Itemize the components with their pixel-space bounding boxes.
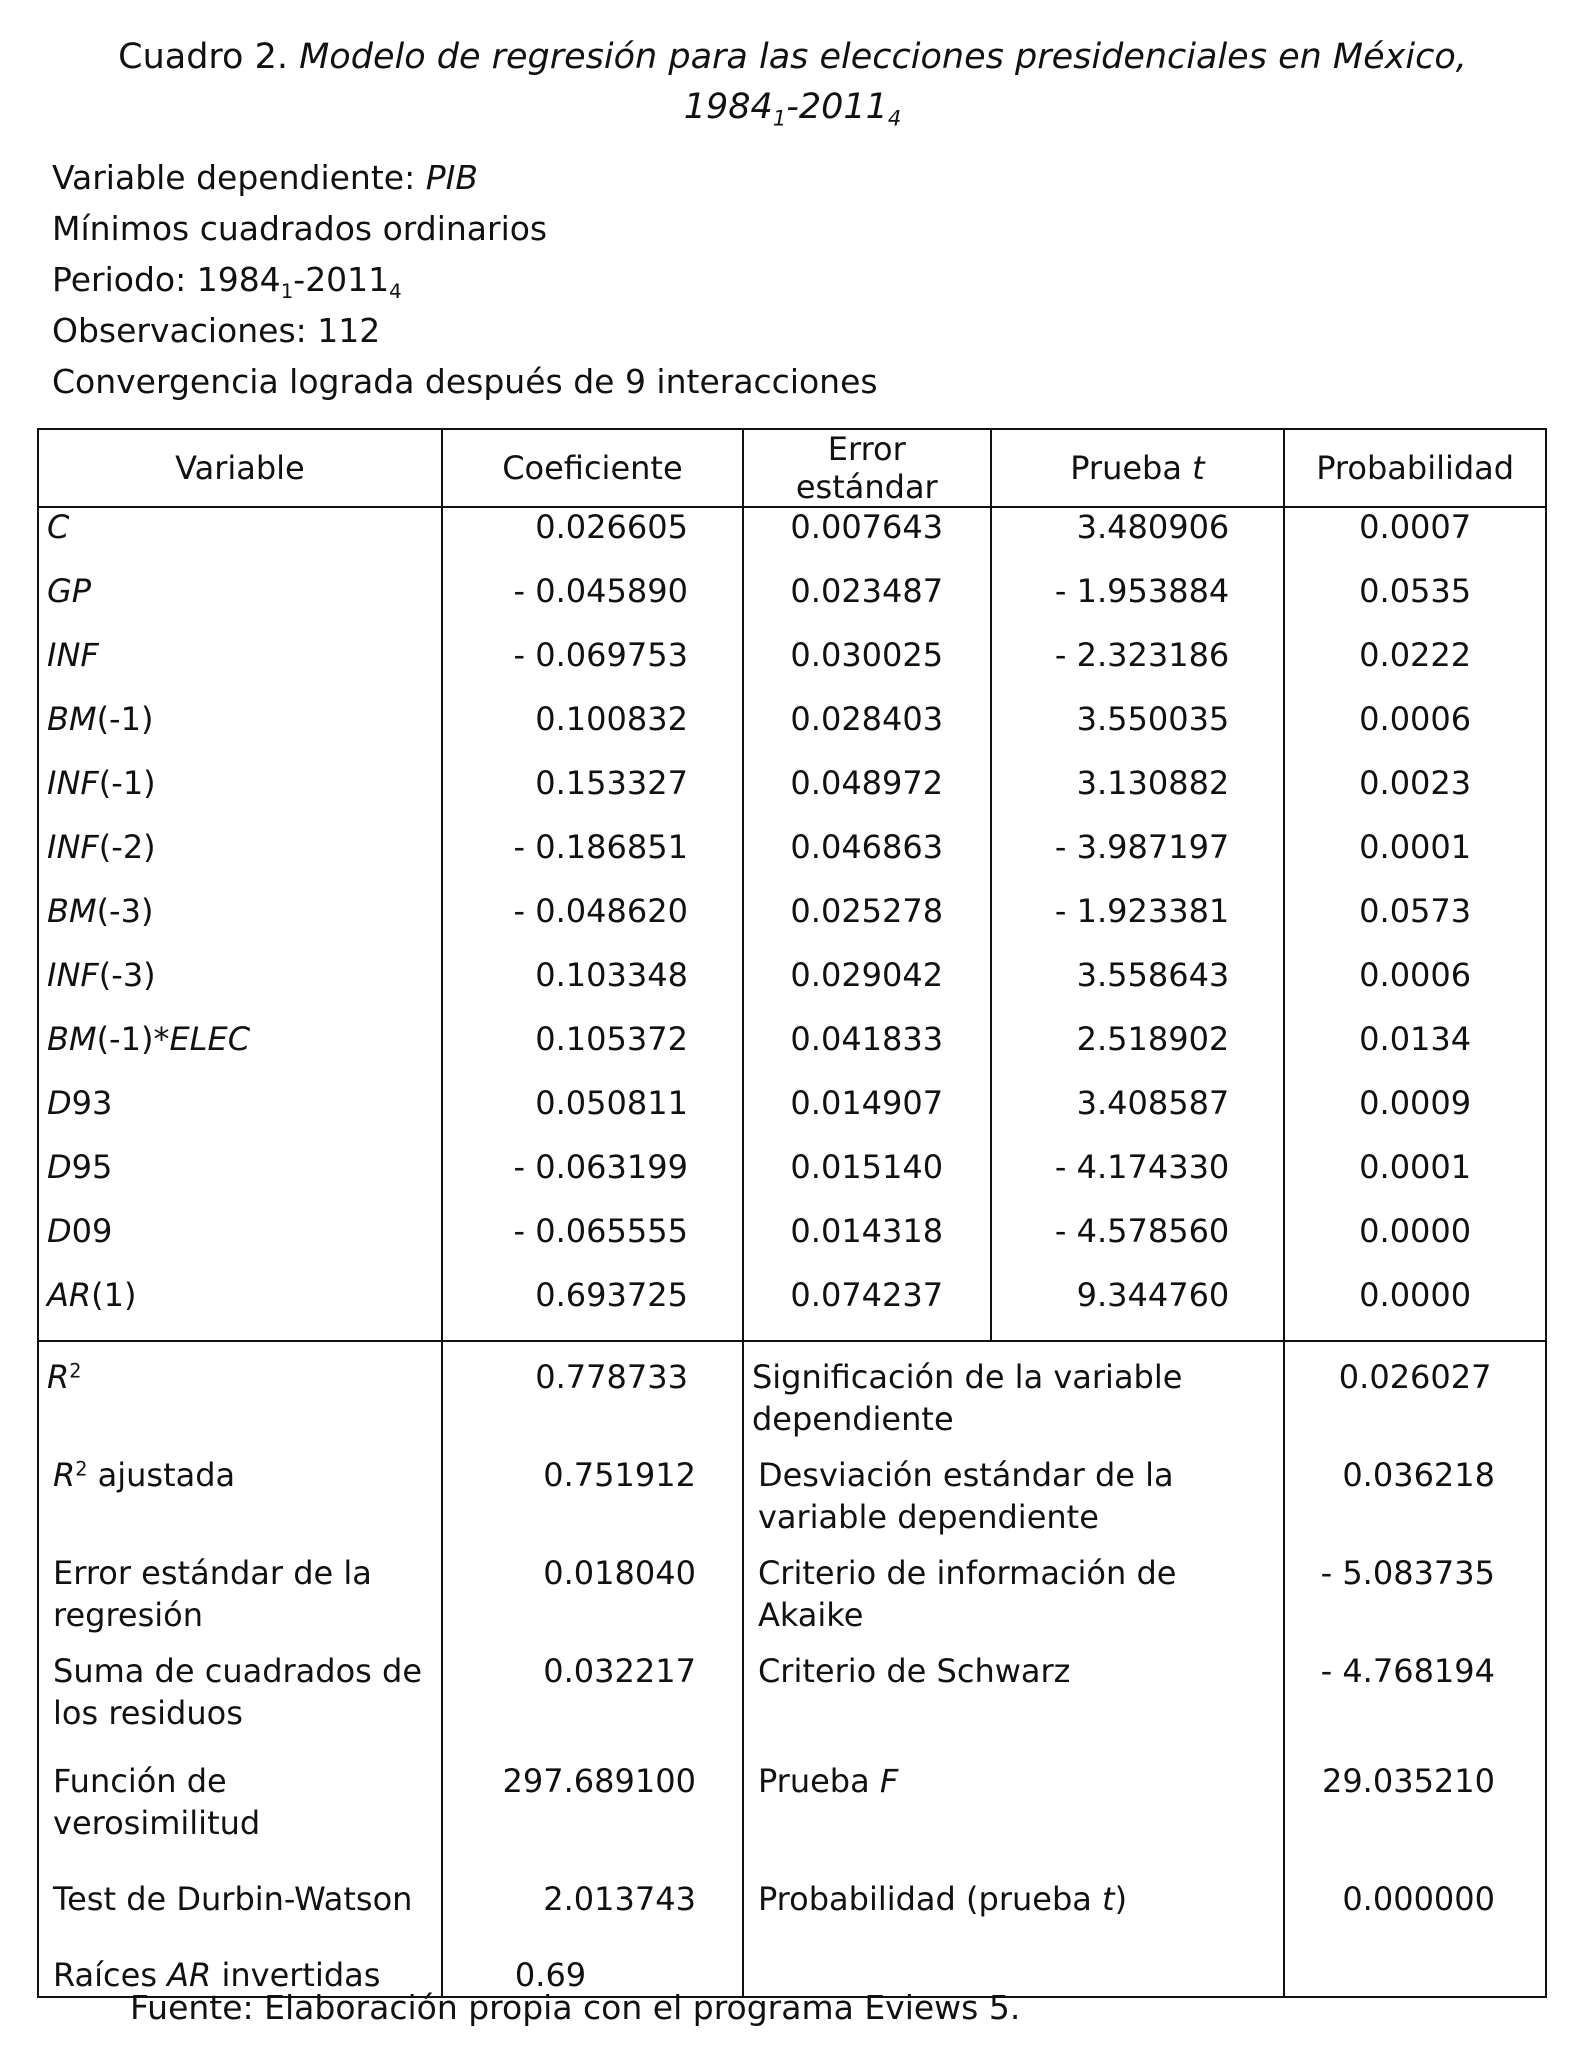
header-t-test (991, 429, 1285, 507)
header-variable: Variable (38, 429, 442, 507)
caption-period-start: 1984 (683, 87, 773, 127)
prob-label-italic: t (1102, 1880, 1115, 1918)
t-stat-cell: 3.558643 (991, 956, 1285, 1020)
coefficient-cell: - 0.065555 (442, 1212, 743, 1276)
variable-symbol: INF (47, 956, 99, 994)
f-test-label (743, 1734, 1284, 1844)
table-row (38, 956, 1546, 1020)
ar-roots-label-a: Raíces (53, 1956, 168, 1994)
variable-suffix: 95 (71, 1148, 113, 1186)
durbin-watson-value: 2.013743 (442, 1844, 743, 1920)
std-error-cell: 0.015140 (743, 1148, 991, 1212)
probability-cell: 0.0006 (1284, 700, 1546, 764)
header-t-test-label: Prueba (1070, 449, 1182, 487)
std-error-cell: 0.007643 (743, 507, 991, 572)
variable-symbol: C (47, 508, 70, 546)
probability-cell: 0.0006 (1284, 956, 1546, 1020)
table-row (38, 1084, 1546, 1148)
sample-period (52, 254, 878, 305)
t-stat-cell: 3.550035 (991, 700, 1285, 764)
std-error-cell: 0.014318 (743, 1212, 991, 1276)
variable-symbol: GP (47, 572, 92, 610)
prob-label (743, 1844, 1284, 1920)
coefficient-cell: - 0.186851 (442, 828, 743, 892)
probability-cell: 0.0000 (1284, 1212, 1546, 1276)
variable-symbol: D (47, 1148, 72, 1186)
empty-cell (743, 1920, 1284, 1997)
table-row (38, 572, 1546, 636)
variable-suffix: 93 (71, 1084, 113, 1122)
variable-name (38, 828, 442, 892)
table-row (38, 1020, 1546, 1084)
stat-row (38, 1538, 1546, 1636)
variable-name (38, 1148, 442, 1212)
coefficient-cell: - 0.069753 (442, 636, 743, 700)
std-error-cell: 0.025278 (743, 892, 991, 956)
table-row (38, 1276, 1546, 1341)
header-probability: Probabilidad (1284, 429, 1546, 507)
r2-symbol: R (47, 1358, 70, 1396)
source-note: Fuente: Elaboración propia con el programa Eviews 5. (130, 1988, 1021, 2027)
variable-symbol: INF (47, 636, 99, 674)
dep-sd-value: 0.036218 (1284, 1440, 1546, 1538)
table-row (38, 892, 1546, 956)
variable-name (38, 956, 442, 1020)
t-stat-cell: - 4.174330 (991, 1148, 1285, 1212)
header-coefficient: Coeficiente (442, 429, 743, 507)
probability-cell: 0.0001 (1284, 828, 1546, 892)
coefficient-cell: 0.105372 (442, 1020, 743, 1084)
stat-row (38, 1844, 1546, 1920)
std-error-cell: 0.041833 (743, 1020, 991, 1084)
r2-value: 0.778733 (442, 1341, 743, 1440)
adj-r2-value: 0.751912 (442, 1440, 743, 1538)
ar-roots-label-ar: AR (167, 1956, 212, 1994)
sample-period-end: -2011 (293, 260, 390, 299)
sample-period-label: Periodo: 1984 (52, 260, 281, 299)
adj-r2-symbol: R (53, 1456, 76, 1494)
t-stat-cell: 3.480906 (991, 507, 1285, 572)
variable-name (38, 1020, 442, 1084)
dep-mean-label: Significación de la variable dependiente (743, 1341, 1284, 1440)
variable-symbol: BM (47, 1020, 97, 1058)
variable-name (38, 764, 442, 828)
r2-label (38, 1341, 442, 1440)
stat-row (38, 1341, 1546, 1440)
adj-r2-suffix: ajustada (87, 1456, 236, 1494)
probability-cell: 0.0535 (1284, 572, 1546, 636)
variable-suffix: (-3) (98, 956, 156, 994)
ar-roots-value: 0.69 (442, 1920, 743, 1997)
variable-suffix: (-2) (98, 828, 156, 866)
ssr-value: 0.032217 (442, 1636, 743, 1734)
schwarz-label: Criterio de Schwarz (743, 1636, 1284, 1734)
probability-cell: 0.0023 (1284, 764, 1546, 828)
stat-row (38, 1440, 1546, 1538)
std-error-cell: 0.029042 (743, 956, 991, 1020)
stat-row (38, 1734, 1546, 1844)
se-regression-label: Error estándar de la regresión (38, 1538, 442, 1636)
variable-name (38, 636, 442, 700)
std-error-cell: 0.014907 (743, 1084, 991, 1148)
table-row (38, 1212, 1546, 1276)
std-error-cell: 0.030025 (743, 636, 991, 700)
adj-r2-label (38, 1440, 442, 1538)
prob-label-text: Probabilidad (prueba (757, 1880, 1103, 1918)
variable-name (38, 1276, 442, 1341)
regression-metadata (52, 152, 878, 407)
stat-row (38, 1920, 1546, 1997)
variable-suffix: (-1)*ELEC (96, 1020, 251, 1058)
f-test-value: 29.035210 (1284, 1734, 1546, 1844)
t-stat-cell: - 1.953884 (991, 572, 1285, 636)
header-t-test-italic: t (1192, 449, 1205, 487)
caption-prefix: Cuadro 2. (118, 37, 288, 77)
header-std-error: Error estándar (743, 429, 991, 507)
estimation-method: Mínimos cuadrados ordinarios (52, 209, 548, 248)
dep-sd-label: Desviación estándar de la variable dependiente (743, 1440, 1284, 1538)
prob-value: 0.000000 (1284, 1844, 1546, 1920)
coefficient-cell: 0.026605 (442, 507, 743, 572)
se-regression-value: 0.018040 (442, 1538, 743, 1636)
loglik-label: Función de verosimilitud (38, 1734, 442, 1844)
schwarz-value: - 4.768194 (1284, 1636, 1546, 1734)
coefficient-cell: 0.153327 (442, 764, 743, 828)
variable-suffix: 09 (71, 1212, 113, 1250)
variable-symbol: D (47, 1212, 72, 1250)
probability-cell: 0.0573 (1284, 892, 1546, 956)
table-row (38, 636, 1546, 700)
coefficient-cell: 0.100832 (442, 700, 743, 764)
probability-cell: 0.0007 (1284, 507, 1546, 572)
variable-suffix: (-3) (96, 892, 154, 930)
variable-symbol: INF (47, 764, 99, 802)
variable-symbol: BM (47, 892, 97, 930)
caption-period-start-sub: 1 (772, 106, 787, 131)
caption-title: Modelo de regresión para las elecciones presidenciales en México, (299, 37, 1467, 77)
dep-mean-value: 0.026027 (1284, 1341, 1546, 1440)
adj-r2-sup: 2 (75, 1457, 88, 1481)
t-stat-cell: 3.130882 (991, 764, 1285, 828)
akaike-value: - 5.083735 (1284, 1538, 1546, 1636)
table-row (38, 700, 1546, 764)
f-test-label-italic: F (879, 1762, 899, 1800)
caption-line-1 (0, 32, 1585, 82)
table-caption (0, 32, 1585, 132)
sample-period-sub2: 4 (389, 279, 402, 303)
std-error-cell: 0.046863 (743, 828, 991, 892)
variable-name (38, 1084, 442, 1148)
t-stat-cell: - 3.987197 (991, 828, 1285, 892)
observations: Observaciones: 112 (52, 311, 381, 350)
variable-symbol: BM (47, 700, 97, 738)
t-stat-cell: - 2.323186 (991, 636, 1285, 700)
probability-cell: 0.0134 (1284, 1020, 1546, 1084)
table-row (38, 1148, 1546, 1212)
variable-symbol: D (47, 1084, 72, 1122)
caption-period-sep: -2011 (786, 87, 888, 127)
caption-line-2 (0, 82, 1585, 132)
regression-table (37, 428, 1547, 1998)
std-error-cell: 0.023487 (743, 572, 991, 636)
ar-roots-label-c: invertidas (211, 1956, 381, 1994)
coefficient-cell: - 0.048620 (442, 892, 743, 956)
variable-symbol: AR (47, 1276, 92, 1314)
coefficient-cell: - 0.045890 (442, 572, 743, 636)
variable-suffix: (-1) (96, 700, 154, 738)
empty-cell (1284, 1920, 1546, 1997)
header-row (38, 429, 1546, 507)
sample-period-sub1: 1 (280, 279, 294, 303)
table-row (38, 764, 1546, 828)
probability-cell: 0.0009 (1284, 1084, 1546, 1148)
loglik-value: 297.689100 (442, 1734, 743, 1844)
variables-body (38, 507, 1546, 1341)
probability-cell: 0.0222 (1284, 636, 1546, 700)
variable-name (38, 1212, 442, 1276)
prob-label-close: ) (1114, 1880, 1128, 1918)
ar-roots-label (38, 1920, 442, 1997)
coefficient-cell: 0.693725 (442, 1276, 743, 1341)
statistics-body (38, 1341, 1546, 1997)
t-stat-cell: 9.344760 (991, 1276, 1285, 1341)
caption-period-end-sub: 4 (887, 106, 902, 131)
t-stat-cell: - 1.923381 (991, 892, 1285, 956)
dependent-variable-label: Variable dependiente: (52, 158, 416, 197)
f-test-label-text: Prueba (757, 1762, 880, 1800)
ssr-label: Suma de cuadrados de los residuos (38, 1636, 442, 1734)
variable-suffix: (1) (91, 1276, 137, 1314)
stat-row (38, 1636, 1546, 1734)
convergence-note: Convergencia lograda después de 9 interacciones (52, 362, 878, 401)
variable-symbol: INF (47, 828, 99, 866)
variable-suffix: (-1) (98, 764, 156, 802)
variable-name (38, 507, 442, 572)
std-error-cell: 0.074237 (743, 1276, 991, 1341)
coefficient-cell: - 0.063199 (442, 1148, 743, 1212)
t-stat-cell: 2.518902 (991, 1020, 1285, 1084)
table-row (38, 507, 1546, 572)
variable-name (38, 892, 442, 956)
variable-name (38, 572, 442, 636)
durbin-watson-label: Test de Durbin-Watson (38, 1844, 442, 1920)
std-error-cell: 0.028403 (743, 700, 991, 764)
akaike-label: Criterio de información de Akaike (743, 1538, 1284, 1636)
std-error-cell: 0.048972 (743, 764, 991, 828)
coefficient-cell: 0.050811 (442, 1084, 743, 1148)
table-row (38, 828, 1546, 892)
coefficient-cell: 0.103348 (442, 956, 743, 1020)
t-stat-cell: - 4.578560 (991, 1212, 1285, 1276)
variable-name (38, 700, 442, 764)
dependent-variable (52, 152, 878, 203)
t-stat-cell: 3.408587 (991, 1084, 1285, 1148)
probability-cell: 0.0000 (1284, 1276, 1546, 1341)
r2-sup: 2 (69, 1359, 82, 1383)
probability-cell: 0.0001 (1284, 1148, 1546, 1212)
dependent-variable-value: PIB (425, 158, 478, 197)
